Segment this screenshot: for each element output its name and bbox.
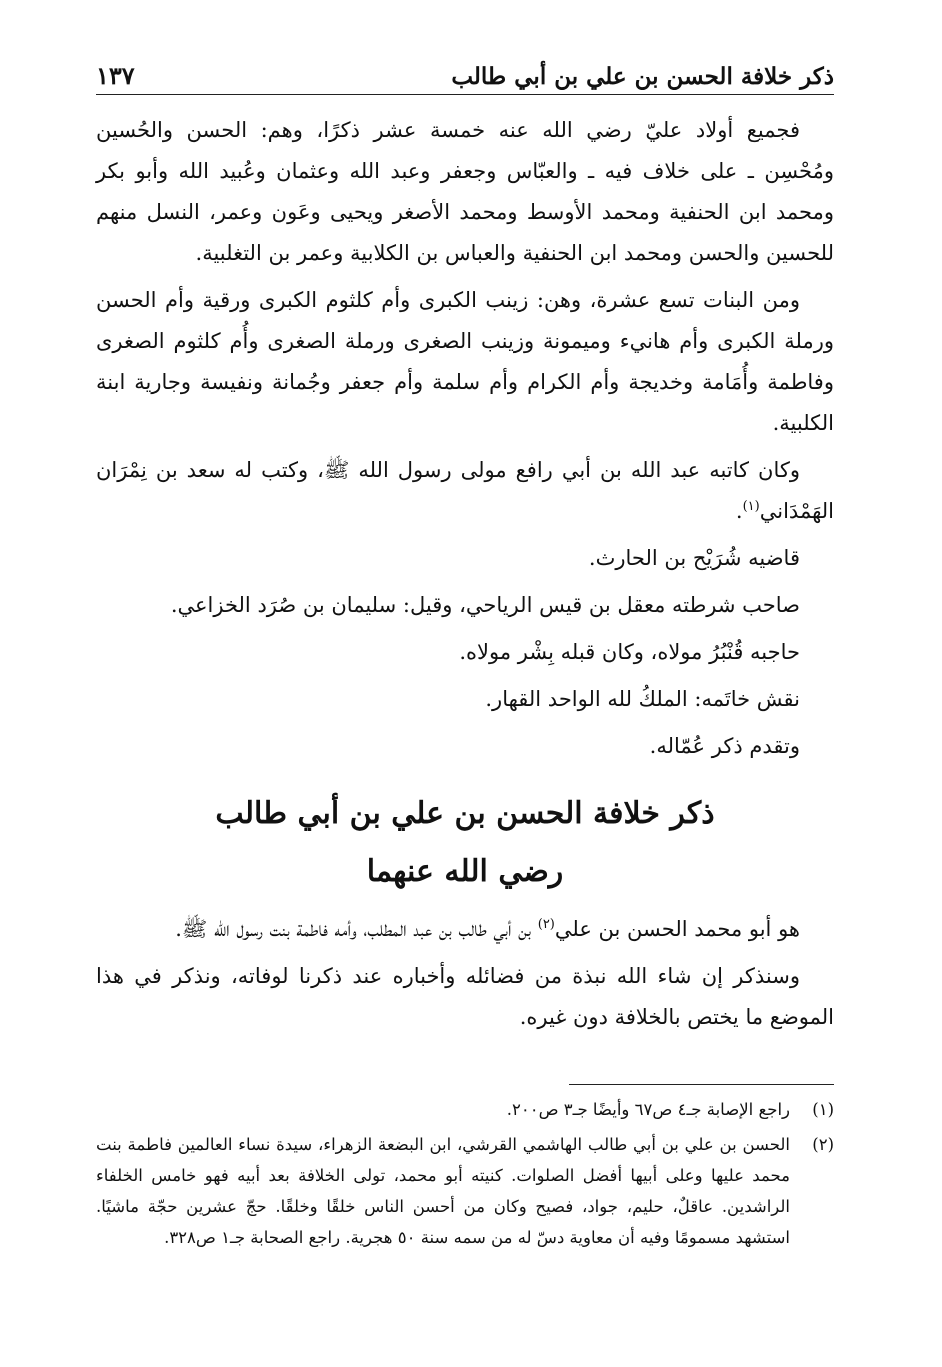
footnote-divider <box>569 1084 834 1085</box>
line-seal: نقش خاتَمه: الملكُ لله الواحد القهار. <box>485 687 800 711</box>
footnote-text: الحسن بن علي بن أبي طالب الهاشمي القرشي، ابن البضعة الزهراء، سيدة نساء العالمين فاطمة بنت محمد عليها وعلى أبيها أفضل الصلوات. كنيته أبو محمد، تولى الخلافة بعد أبيه فهو خامس الخلفاء الراشدين. عاقلٌ، حليم، جواد، فصيح وكان من أحسن الناس خلقًا وخلقًا. حجّ عشرين حجّة ماشيًا. استشهد مسمومًا وفيه أن معاوية دسّ له من سمه سنة ٥٠ هجرية. راجع الصحابة جـ١ ص٣٢٨. <box>96 1135 790 1247</box>
line-police: صاحب شرطته معقل بن قيس الرياحي، وقيل: سليمان بن صُرَد الخزاعي. <box>170 593 800 617</box>
paragraph-sons: فجميع أولاد عليّ رضي الله عنه خمسة عشر ذكرًا، وهم: الحسن والحُسين ومُحْسِن ـ على خلاف فيه ـ والعبّاس وجعفر وعبد الله وعثمان وعُبيد الله وأبو بكر ومحمد ابن الحنفية ومحمد الأوسط ومحمد الأصغر ويحيى وعَون وعمر، النسل منهم للحسين والحسن ومحمد ابن الحنفية والعباس بن الكلابية وعمر بن التغلبية. <box>96 118 834 265</box>
footnote-1 <box>96 1094 834 1125</box>
section-heading-line2: رضي الله عنهما <box>366 854 564 889</box>
paragraph-hasan <box>96 909 834 950</box>
footnote-ref-2[interactable]: (٢) <box>537 917 555 932</box>
page-number: ١٣٧ <box>96 61 135 90</box>
section-heading <box>96 785 834 901</box>
running-title: ذكر خلافة الحسن بن علي بن أبي طالب <box>451 63 834 90</box>
line-governors: وتقدم ذكر عُمّاله. <box>649 734 800 758</box>
footnote-ref-1[interactable]: (١) <box>742 499 760 514</box>
hasan-text-end: بن أبي طالب بن عبد المطلب، وأمه فاطمة بنت رسول الله ﷺ. <box>175 917 538 941</box>
footnote-number: (٢) <box>812 1135 834 1154</box>
footnote-2 <box>96 1129 834 1253</box>
main-text <box>96 110 834 1044</box>
scribe-text: وكان كاتبه عبد الله بن أبي رافع مولى رسول الله ﷺ، وكتب له سعد بن نِمْرَان الهَمْدَاني <box>96 458 834 523</box>
footnote-number: (١) <box>812 1100 834 1119</box>
section-heading-line1: ذكر خلافة الحسن بن علي بن أبي طالب <box>215 796 715 831</box>
footnote-text: راجع الإصابة جـ٤ ص٦٧ وأيضًا جـ٣ ص٢٠٠. <box>506 1100 790 1119</box>
page-header <box>96 54 834 95</box>
paragraph-virtues: وسنذكر إن شاء الله نبذة من فضائله وأخباره عند ذكرنا لوفاته، ونذكر في هذا الموضع ما يختص بالخلافة دون غيره. <box>96 964 834 1029</box>
line-judge: قاضيه شُرَيْح بن الحارث. <box>588 546 800 570</box>
footnotes <box>96 1094 834 1257</box>
scribe-text-end: . <box>735 499 743 523</box>
paragraph-daughters: ومن البنات تسع عشرة، وهن: زينب الكبرى وأم كلثوم الكبرى ورقية وأم الحسن ورملة الكبرى وأم هانيء وميمونة وزينب الصغرى ورملة الصغرى وأُم كلثوم الصغرى وفاطمة وأُمَامة وخديجة وأم الكرام وأم سلمة وأم جعفر وجُمانة ونفيسة وجارية ابنة الكلبية. <box>96 288 834 435</box>
hasan-text-start: هو أبو محمد الحسن بن علي <box>554 917 800 941</box>
line-chamberlain: حاجبه قُنْبُرُ مولاه، وكان قبله بِشْر مولاه. <box>459 640 800 664</box>
paragraph-scribe <box>96 450 834 532</box>
